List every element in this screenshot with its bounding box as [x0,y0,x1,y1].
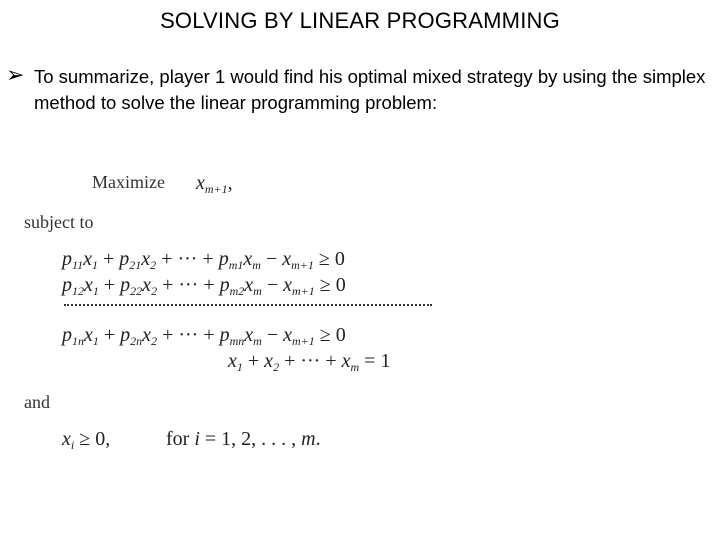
subject-to-label: subject to [24,212,94,232]
nonnegativity-range: for i = 1, 2, . . . , m. [166,428,321,450]
ellipsis-row [64,304,432,306]
and-label: and [24,392,50,412]
slide-title: SOLVING BY LINEAR PROGRAMMING [160,8,560,33]
objective-function: $x_{m+1}$, [196,172,233,196]
bullet-text: To summarize, player 1 would find his optimal mixed strategy by using the simplex method to solve the linear programming problem: [34,66,706,113]
constraint-2: $p_{12}x_1 + p_{22}x_2$ + ··· + $p_{m2}x_m - x_{m+1} \ge 0$ [62,274,346,298]
nonnegativity: $x_i \ge 0$, [62,428,111,452]
arrow-bullet-icon: ➢ [6,62,25,87]
sum-constraint: $x_1 + x_2$ + ··· + $x_m = 1$ [228,350,391,374]
maximize-label: Maximize [92,172,165,192]
constraint-1: $p_{11}x_1 + p_{21}x_2$ + ··· + $p_{m1}x_m - x_{m+1} \ge 0$ [62,248,345,272]
constraint-n: $p_{1n}x_1 + p_{2n}x_2$ + ··· + $p_{mn}x_m - x_{m+1} \ge 0$ [62,324,346,348]
